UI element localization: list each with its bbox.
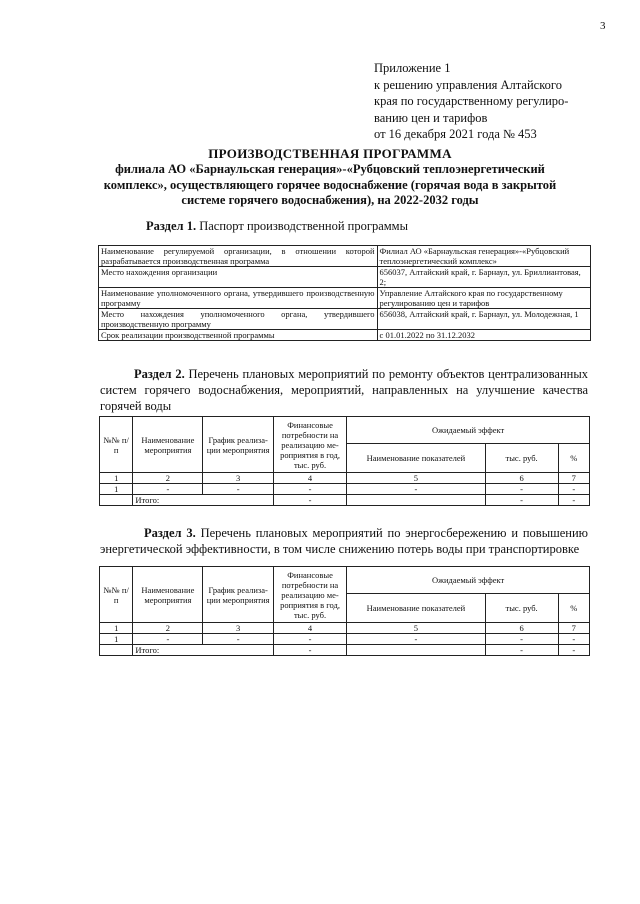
table-row xyxy=(99,330,591,341)
header-num: №№ п/п xyxy=(100,417,133,473)
table-row xyxy=(100,484,590,495)
column-number: 6 xyxy=(485,473,558,484)
header-thousand-rub: тыс. руб. xyxy=(485,594,558,623)
title-line: филиала АО «Барнаульская генерация»-«Рубцовский теплоэнергетический xyxy=(115,162,545,176)
total-row xyxy=(100,495,590,506)
header-schedule: График реализа-ции мероприятия xyxy=(203,567,274,623)
column-number: 4 xyxy=(273,623,346,634)
total-row xyxy=(100,645,590,656)
table-cell xyxy=(347,495,486,506)
column-number: 1 xyxy=(100,473,133,484)
header-schedule: График реализа-ции мероприятия xyxy=(203,417,274,473)
section2-heading xyxy=(100,366,588,414)
passport-label: Место нахождения организации xyxy=(99,267,378,288)
column-number: 6 xyxy=(485,623,558,634)
passport-label: Срок реализации производственной программы xyxy=(99,330,378,341)
total-label: Итого: xyxy=(133,495,274,506)
table-header-row xyxy=(100,567,590,594)
passport-value: Управление Алтайского края по государственному регулированию цен и тарифов xyxy=(377,288,590,309)
table-row xyxy=(99,288,591,309)
passport-value: 656038, Алтайский край, г. Барнаул, ул. Молодежная, 1 xyxy=(377,309,590,330)
table-cell: - xyxy=(558,484,590,495)
table-cell: - xyxy=(485,484,558,495)
column-number: 3 xyxy=(203,623,274,634)
total-label: Итого: xyxy=(133,645,274,656)
header-finance: Финансовые потребности на реализацию ме-роприятия в год, тыс. руб. xyxy=(273,417,346,473)
total-finance: - xyxy=(273,495,346,506)
table-cell: - xyxy=(347,634,486,645)
section3-heading xyxy=(100,525,588,557)
header-percent: % xyxy=(558,594,590,623)
header-finance: Финансовые потребности на реализацию ме-роприятия в год, тыс. руб. xyxy=(273,567,346,623)
appendix-line: Приложение 1 xyxy=(374,61,451,75)
appendix-line: ванию цен и тарифов xyxy=(374,110,488,125)
header-thousand-rub: тыс. руб. xyxy=(485,444,558,473)
column-number: 4 xyxy=(273,473,346,484)
column-number: 1 xyxy=(100,623,133,634)
section1-text: Паспорт производственной программы xyxy=(196,219,408,233)
passport-label: Наименование уполномоченного органа, утвердившего производственную программу xyxy=(99,288,378,309)
section2-label: Раздел 2. xyxy=(134,367,185,381)
column-number: 7 xyxy=(558,623,590,634)
table-cell: - xyxy=(133,484,203,495)
repair-events-table xyxy=(99,416,590,506)
total-percent: - xyxy=(558,495,590,506)
column-number-row xyxy=(100,623,590,634)
table-cell xyxy=(100,645,133,656)
section1-heading xyxy=(146,218,408,234)
table-cell: - xyxy=(485,634,558,645)
appendix-line: к решению управления Алтайского xyxy=(374,77,562,92)
table-row xyxy=(99,246,591,267)
appendix-line: от 16 декабря 2021 года № 453 xyxy=(374,127,537,141)
passport-value: 656037, Алтайский край, г. Барнаул, ул. Бриллиантовая, 2; xyxy=(377,267,590,288)
column-number: 5 xyxy=(347,473,486,484)
total-percent: - xyxy=(558,645,590,656)
table-cell: - xyxy=(347,484,486,495)
table-cell xyxy=(100,495,133,506)
total-finance: - xyxy=(273,645,346,656)
title-main: ПРОИЗВОДСТВЕННАЯ ПРОГРАММА xyxy=(208,146,452,161)
table-cell: - xyxy=(203,634,274,645)
table-row xyxy=(99,309,591,330)
table-cell: - xyxy=(273,484,346,495)
header-name: Наименование мероприятия xyxy=(133,567,203,623)
header-indicator: Наименование показателей xyxy=(347,594,486,623)
title-line: системе горячего водоснабжения), на 2022-2032 годы xyxy=(181,193,479,207)
table-cell: - xyxy=(273,634,346,645)
appendix-line: края по государственному регулиро- xyxy=(374,94,569,108)
passport-table xyxy=(98,245,591,341)
header-effect: Ожидаемый эффект xyxy=(347,567,590,594)
passport-label: Наименование регулируемой организации, в отношении которой разрабатывается производственная программа xyxy=(99,246,378,267)
header-effect: Ожидаемый эффект xyxy=(347,417,590,444)
table-cell xyxy=(347,645,486,656)
title-line: комплекс», осуществляющего горячее водоснабжение (горячая вода в закрытой xyxy=(103,177,557,192)
page-number: 3 xyxy=(600,20,606,32)
total-thousand-rub: - xyxy=(485,495,558,506)
header-num: №№ п/п xyxy=(100,567,133,623)
header-percent: % xyxy=(558,444,590,473)
table-cell: - xyxy=(558,634,590,645)
table-cell: 1 xyxy=(100,634,133,645)
table-cell: 1 xyxy=(100,484,133,495)
column-number: 5 xyxy=(347,623,486,634)
section1-label: Раздел 1. xyxy=(146,219,197,233)
appendix-block xyxy=(374,60,614,143)
passport-label: Место нахождения уполномоченного органа, утвердившего производственную программу xyxy=(99,309,378,330)
header-name: Наименование мероприятия xyxy=(133,417,203,473)
passport-value: Филиал АО «Барнаульская генерация»-«Рубцовский теплоэнергетический комплекс» xyxy=(377,246,590,267)
column-number: 2 xyxy=(133,473,203,484)
table-row xyxy=(100,634,590,645)
table-row xyxy=(99,267,591,288)
document-title xyxy=(90,146,570,209)
column-number: 7 xyxy=(558,473,590,484)
section3-text: Перечень плановых мероприятий по энергосбережению и повышению энергетической эффективности, в том числе снижению потерь воды при транспортировке xyxy=(100,526,588,556)
table-cell: - xyxy=(133,634,203,645)
column-number-row xyxy=(100,473,590,484)
section2-text: Перечень плановых мероприятий по ремонту объектов централизованных систем горячего водоснабжения, мероприятий, направленных на улучшение качества горячей воды xyxy=(100,367,588,413)
column-number: 2 xyxy=(133,623,203,634)
table-header-row xyxy=(100,417,590,444)
section3-label: Раздел 3. xyxy=(144,526,196,540)
energy-saving-table xyxy=(99,566,590,656)
total-thousand-rub: - xyxy=(485,645,558,656)
column-number: 3 xyxy=(203,473,274,484)
header-indicator: Наименование показателей xyxy=(347,444,486,473)
table-cell: - xyxy=(203,484,274,495)
passport-value: с 01.01.2022 по 31.12.2032 xyxy=(377,330,590,341)
